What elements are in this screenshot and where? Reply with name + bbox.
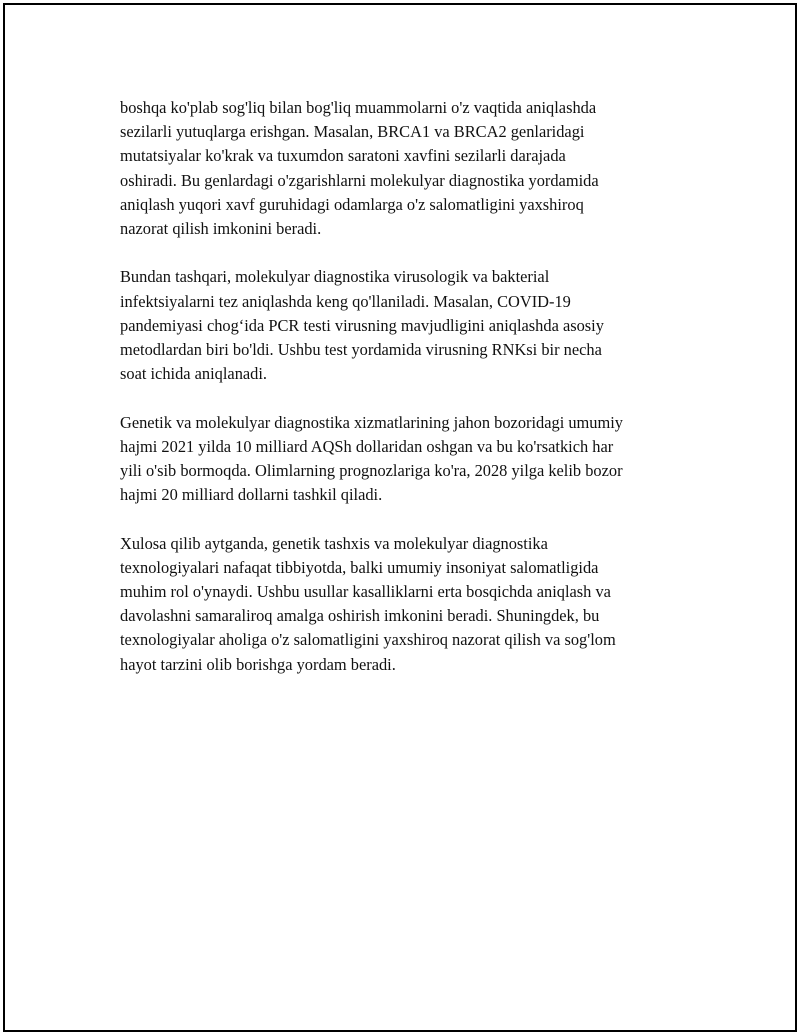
paragraph-infections: Bundan tashqari, molekulyar diagnostika virusologik va bakterial infektsiyalarni tez aniqlashda keng qo'llaniladi. Masalan, COVID-19 pandemiyasi chog‘ida PCR testi virusning mavjudligini aniqlashda asosiy metodlardan biri bo'ldi. Ushbu test yordamida virusning RNKsi bir necha soat ichida aniqlanadi. bbox=[120, 267, 604, 384]
paragraph-market: Genetik va molekulyar diagnostika xizmatlarining jahon bozoridagi umumiy hajmi 2021 yilda 10 milliard AQSh dollaridan oshgan va bu ko'rsatkich har yili o'sib bormoqda. Olimlarning prognozlariga ko'ra, 2028 yilga kelib bozor hajmi 20 milliard dollarni tashkil qiladi. bbox=[120, 412, 623, 505]
paragraph-brca: boshqa ko'plab sog'liq bilan bog'liq muammolarni o'z vaqtida aniqlashda sezilarli yutuqlarga erishgan. Masalan, BRCA1 va BRCA2 genlaridagi mutatsiyalar ko'krak va tuxumdon saratoni xavfini sezilarli darajada oshiradi. Bu genlardagi o'zgarishlarni molekulyar diagnostika yordamida aniqlash yuqori xavf guruhidagi odamlarga o'z salomatligini yaxshiroq nazorat qilish imkonini beradi. bbox=[120, 98, 599, 239]
document-page bbox=[3, 3, 797, 1032]
paragraph-conclusion: Xulosa qilib aytganda, genetik tashxis va molekulyar diagnostika texnologiyalari nafaqat tibbiyotda, balki umumiy insoniyat salomatligida muhim rol o'ynaydi. Ushbu usullar kasalliklarni erta bosqichda aniqlash va davolashni samaraliroq amalga oshirish imkonini beradi. Shuningdek, bu texnologiyalar aholiga o'z salomatligini yaxshiroq nazorat qilish va sog'lom hayot tarzini olib borishga yordam beradi. bbox=[120, 533, 616, 674]
document-body bbox=[120, 96, 690, 701]
